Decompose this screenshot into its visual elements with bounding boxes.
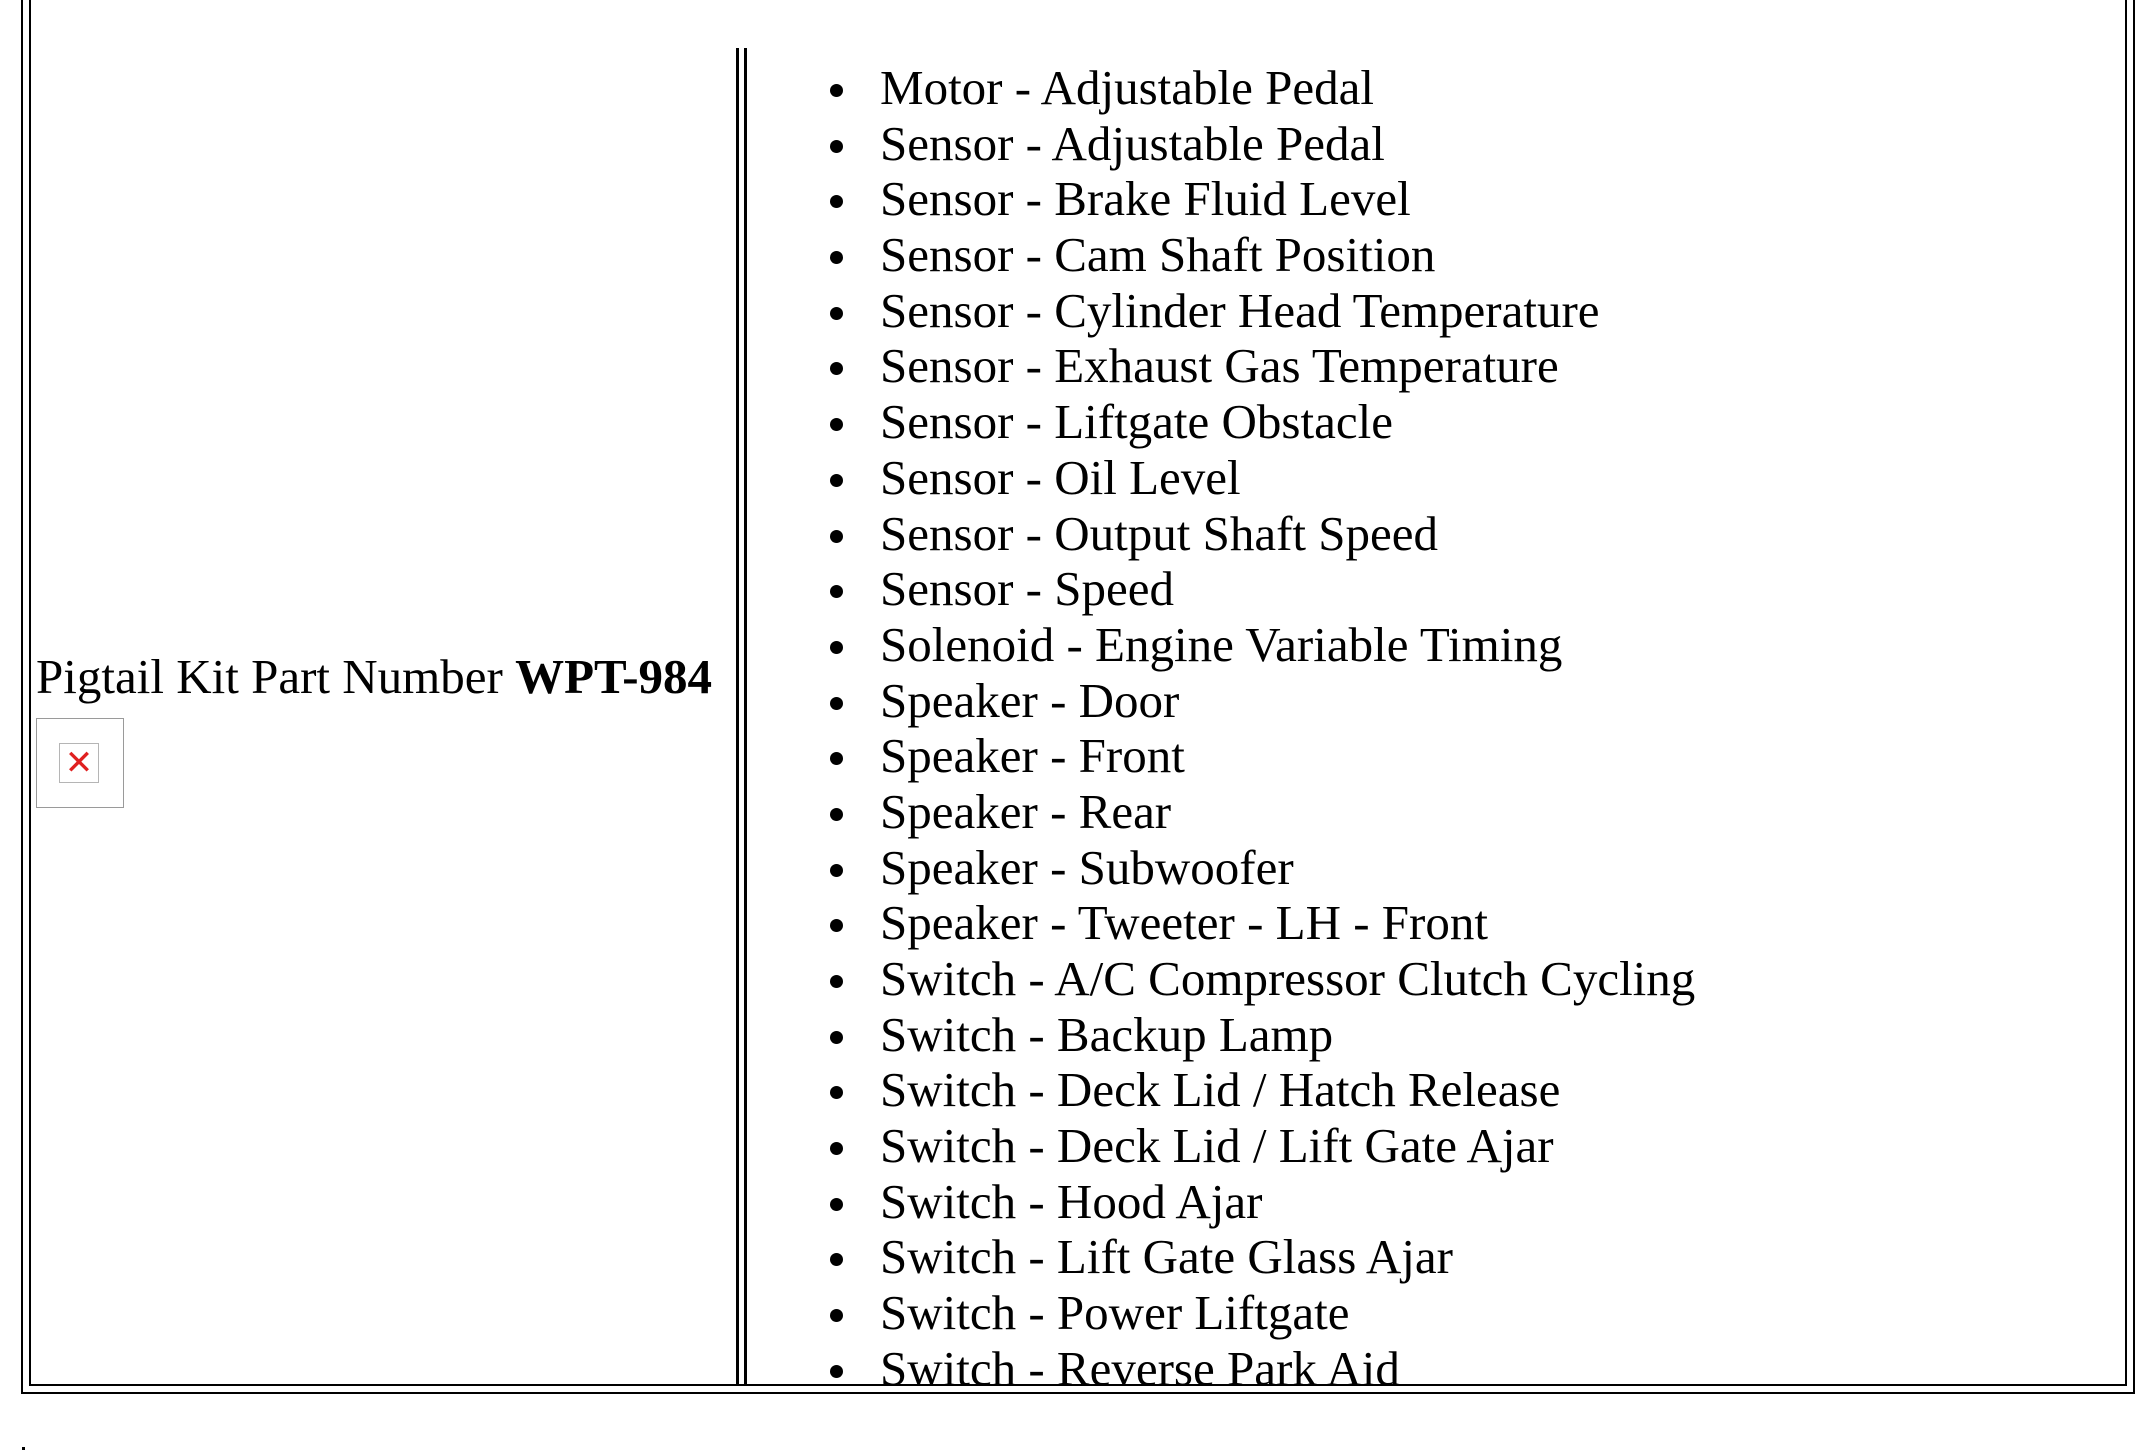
bullet-icon xyxy=(830,251,843,264)
list-item-text: Sensor - Oil Level xyxy=(880,449,1241,505)
bullet-icon xyxy=(830,1309,843,1322)
bullet-icon xyxy=(830,418,843,431)
bullet-icon xyxy=(830,585,843,598)
list-item xyxy=(820,394,1695,450)
list-item-text: Sensor - Adjustable Pedal xyxy=(880,115,1385,171)
list-item-text: Switch - Backup Lamp xyxy=(880,1006,1334,1062)
list-item-text: Sensor - Cylinder Head Temperature xyxy=(880,282,1600,338)
list-item xyxy=(820,728,1695,784)
list-item xyxy=(820,283,1695,339)
broken-image-icon: ✕ xyxy=(59,743,99,783)
column-divider xyxy=(744,48,747,1386)
bullet-icon xyxy=(830,140,843,153)
list-item-text: Solenoid - Engine Variable Timing xyxy=(880,616,1563,672)
list-item-text: Speaker - Door xyxy=(880,672,1180,728)
list-item-text: Sensor - Speed xyxy=(880,561,1174,617)
list-item xyxy=(820,338,1695,394)
stray-mark xyxy=(22,1447,25,1450)
list-item-text: Speaker - Tweeter - LH - Front xyxy=(880,895,1488,951)
list-item-text: Speaker - Subwoofer xyxy=(880,839,1294,895)
bullet-icon xyxy=(830,919,843,932)
list-item-text: Switch - A/C Compressor Clutch Cycling xyxy=(880,951,1696,1006)
list-item-text: Speaker - Rear xyxy=(880,783,1172,839)
bullet-icon xyxy=(830,752,843,765)
list-item xyxy=(820,673,1695,729)
list-item xyxy=(820,450,1695,506)
bullet-icon xyxy=(830,1086,843,1099)
bullet-icon xyxy=(830,808,843,821)
bullet-icon xyxy=(830,1031,843,1044)
list-item-text: Switch - Deck Lid / Lift Gate Ajar xyxy=(880,1118,1554,1174)
bullet-icon xyxy=(830,1365,843,1378)
list-item xyxy=(820,784,1695,840)
bullet-icon xyxy=(830,362,843,375)
list-item xyxy=(820,840,1695,896)
column-divider xyxy=(736,48,739,1386)
list-item-text: Motor - Adjustable Pedal xyxy=(880,60,1375,115)
part-number: WPT-984 xyxy=(515,649,713,704)
bullet-icon xyxy=(830,84,843,97)
list-item-text: Switch - Deck Lid / Hatch Release xyxy=(880,1062,1561,1118)
bullet-icon xyxy=(830,641,843,654)
list-item xyxy=(820,1341,1695,1397)
list-item xyxy=(820,171,1695,227)
list-item xyxy=(820,60,1695,116)
list-item xyxy=(820,1285,1695,1341)
bullet-icon xyxy=(830,1142,843,1155)
list-item xyxy=(820,1007,1695,1063)
bullet-icon xyxy=(830,1253,843,1266)
part-label xyxy=(36,648,736,706)
list-item xyxy=(820,1229,1695,1285)
list-item-text: Switch - Lift Gate Glass Ajar xyxy=(880,1229,1453,1285)
bullet-icon xyxy=(830,697,843,710)
list-item xyxy=(820,1062,1695,1118)
list-item xyxy=(820,1118,1695,1174)
part-label-text: Pigtail Kit Part Number xyxy=(36,649,503,704)
list-item-text: Sensor - Liftgate Obstacle xyxy=(880,394,1393,450)
list-item xyxy=(820,506,1695,562)
bullet-icon xyxy=(830,195,843,208)
list-item-text: Speaker - Front xyxy=(880,728,1185,784)
bullet-icon xyxy=(830,530,843,543)
bullet-icon xyxy=(830,474,843,487)
list-item-text: Sensor - Brake Fluid Level xyxy=(880,171,1411,227)
list-item xyxy=(820,227,1695,283)
list-item-text: Sensor - Cam Shaft Position xyxy=(880,227,1436,283)
connector-list xyxy=(820,60,1695,1397)
bullet-icon xyxy=(830,1198,843,1211)
list-item-text: Sensor - Output Shaft Speed xyxy=(880,505,1438,561)
bullet-icon xyxy=(830,975,843,988)
bullet-icon xyxy=(830,307,843,320)
list-item xyxy=(820,895,1695,951)
broken-image-placeholder xyxy=(36,718,124,808)
list-item-text: Switch - Hood Ajar xyxy=(880,1173,1263,1229)
list-item xyxy=(820,951,1695,1007)
list-item-text: Sensor - Exhaust Gas Temperature xyxy=(880,338,1559,394)
list-item xyxy=(820,617,1695,673)
part-cell xyxy=(36,648,736,808)
list-item xyxy=(820,116,1695,172)
list-item-text: Switch - Power Liftgate xyxy=(880,1285,1350,1341)
list-item xyxy=(820,1174,1695,1230)
bullet-icon xyxy=(830,864,843,877)
list-item xyxy=(820,561,1695,617)
list-item-text: Switch - Reverse Park Aid xyxy=(880,1340,1400,1396)
